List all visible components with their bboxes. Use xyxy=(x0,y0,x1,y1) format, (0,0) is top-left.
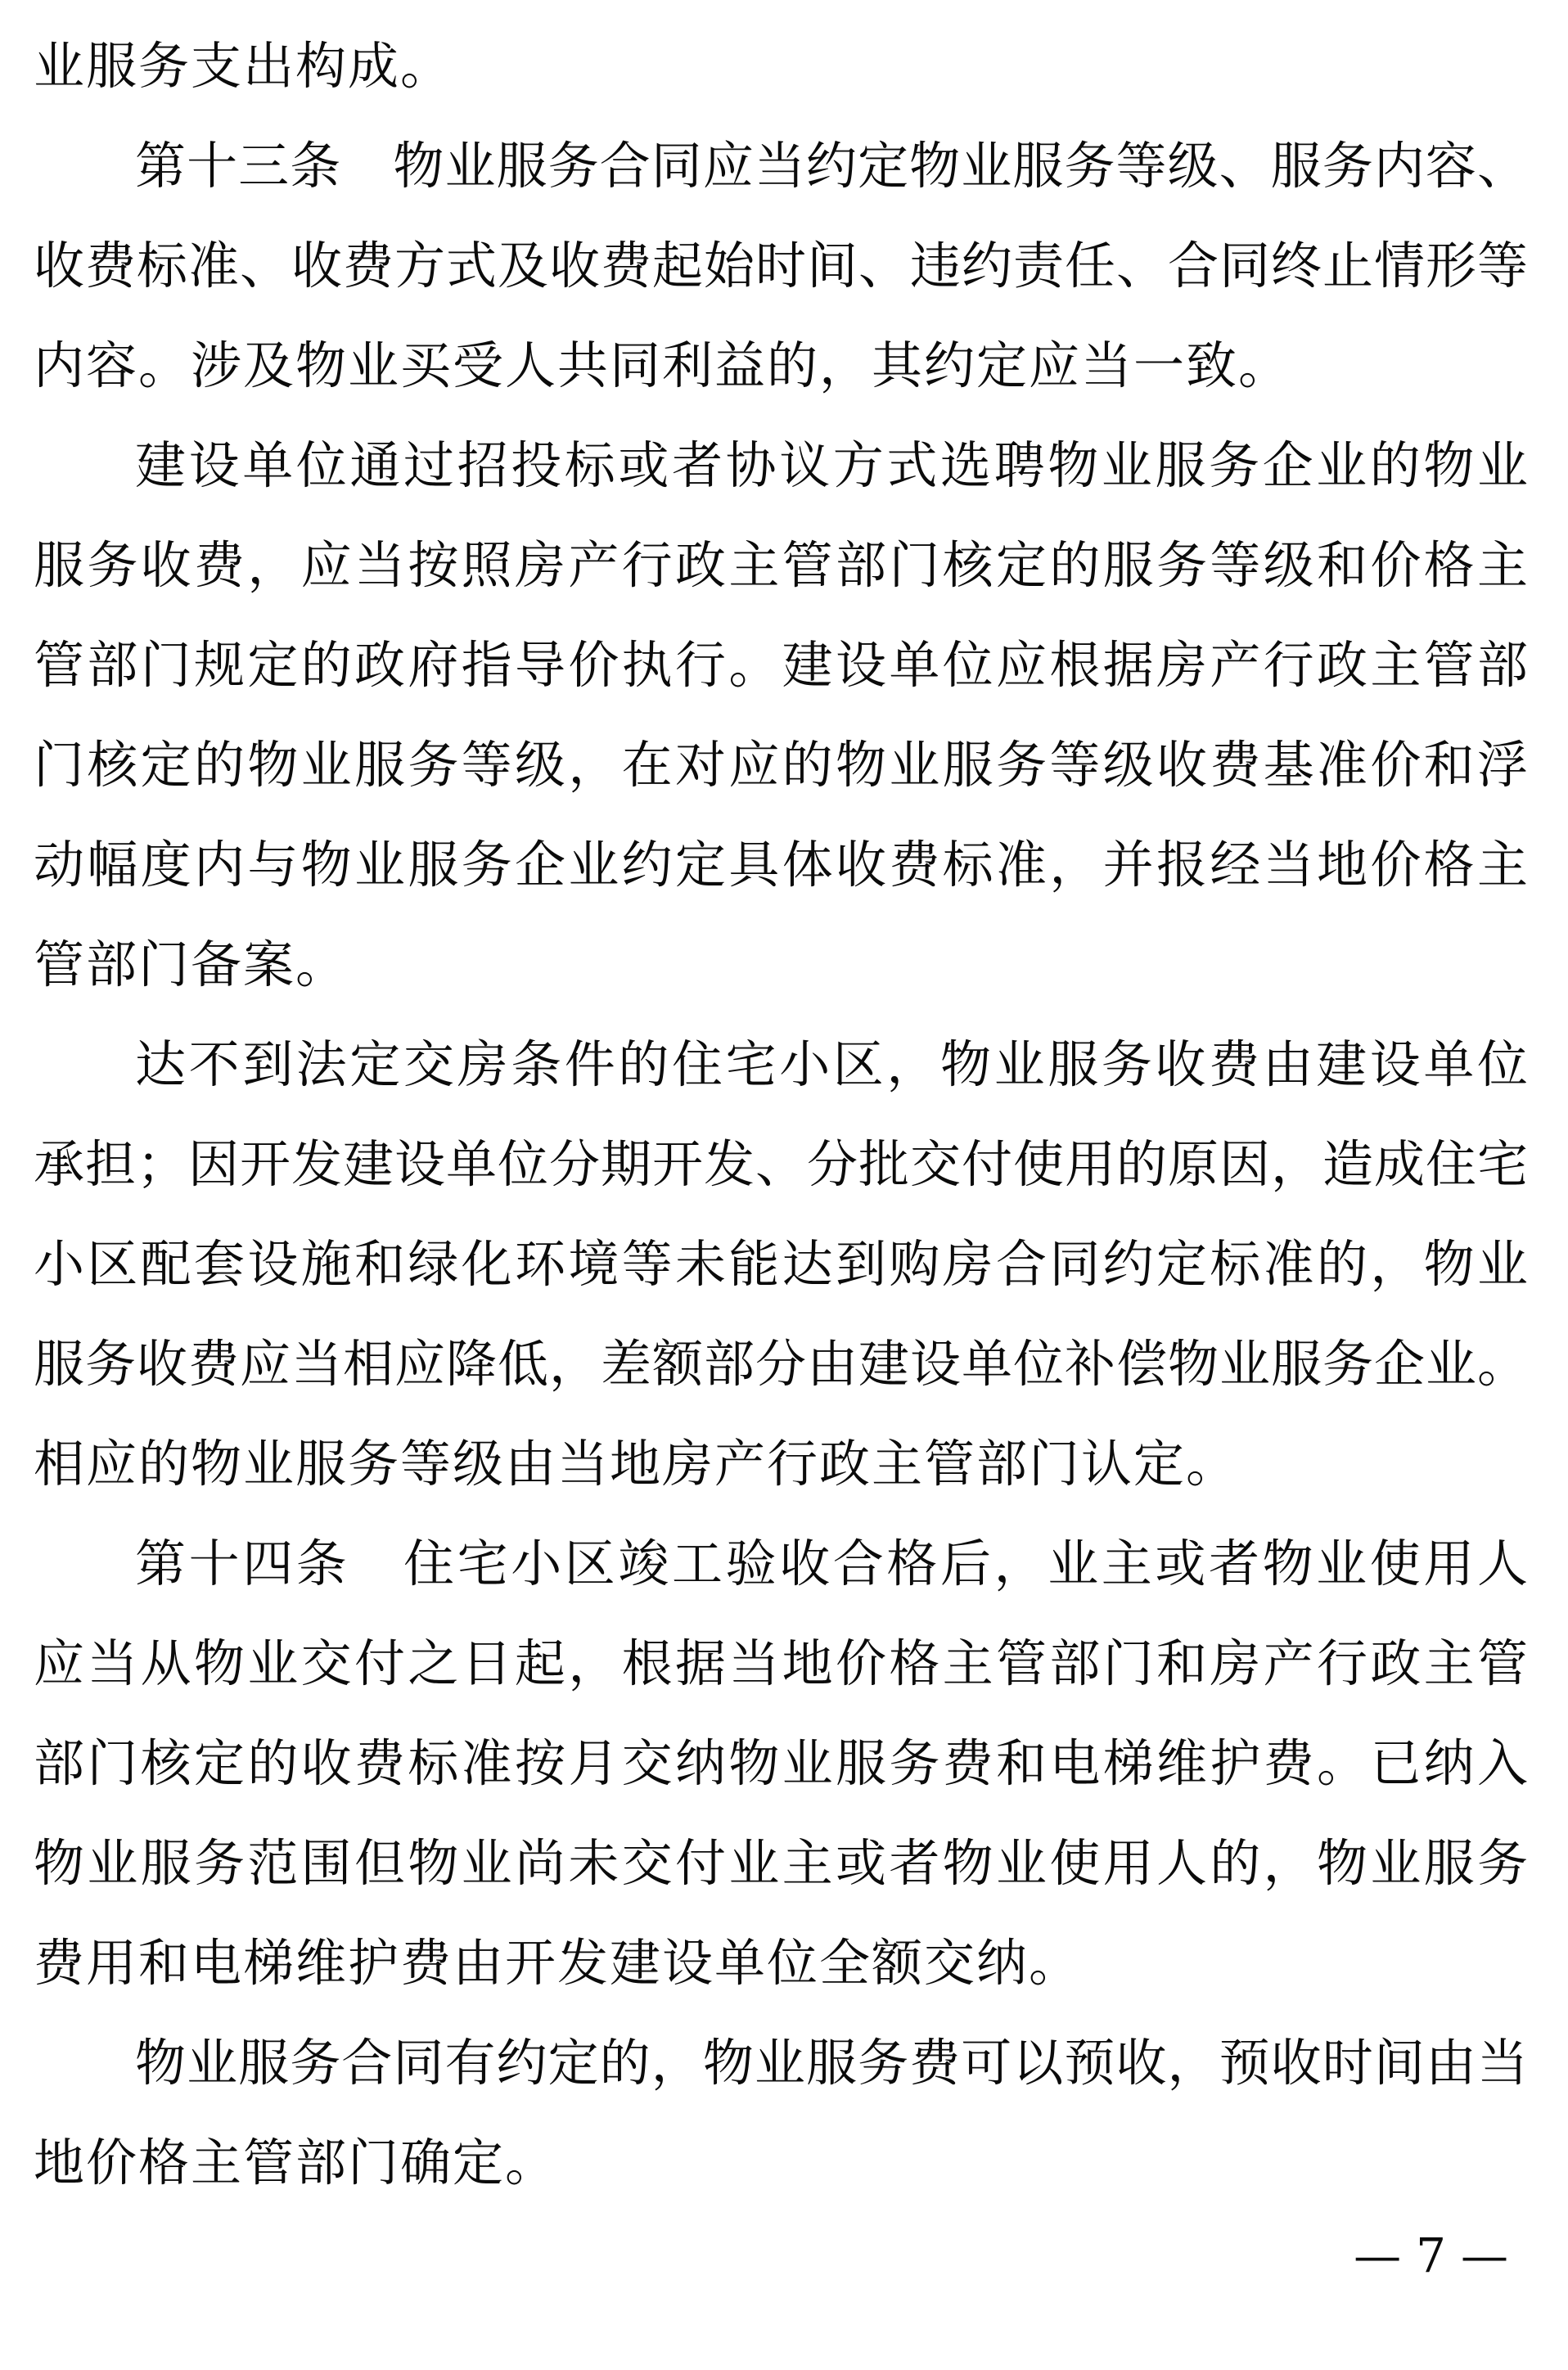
document-body xyxy=(34,16,1528,2213)
page-footer xyxy=(34,2223,1528,2288)
text-line: 门核定的物业服务等级，在对应的物业服务等级收费基准价和浮 xyxy=(34,735,1528,795)
text-line: 第十三条 物业服务合同应当约定物业服务等级、服务内容、 xyxy=(135,136,1528,196)
text-line: 物业服务合同有约定的，物业服务费可以预收，预收时间由当 xyxy=(135,2033,1528,2093)
text-line: 应当从物业交付之日起，根据当地价格主管部门和房产行政主管 xyxy=(34,1633,1528,1693)
text-line: 达不到法定交房条件的住宅小区，物业服务收费由建设单位 xyxy=(135,1034,1528,1094)
text-line: 收费标准、收费方式及收费起始时间、违约责任、合同终止情形等 xyxy=(34,236,1528,295)
text-line: 服务收费，应当按照房产行政主管部门核定的服务等级和价格主 xyxy=(34,535,1528,595)
text-line: 物业服务范围但物业尚未交付业主或者物业使用人的，物业服务 xyxy=(34,1833,1528,1893)
text-line: 业服务支出构成。 xyxy=(34,36,453,96)
text-line: 管部门备案。 xyxy=(34,935,349,994)
text-line: 管部门规定的政府指导价执行。建设单位应根据房产行政主管部 xyxy=(34,635,1528,695)
text-line: 第十四条 住宅小区竣工验收合格后，业主或者物业使用人 xyxy=(135,1534,1528,1593)
text-line: 小区配套设施和绿化环境等未能达到购房合同约定标准的，物业 xyxy=(34,1234,1528,1294)
text-line: 内容。涉及物业买受人共同利益的，其约定应当一致。 xyxy=(34,336,1291,395)
footer-dash-right: — xyxy=(1461,2228,1508,2283)
text-line: 动幅度内与物业服务企业约定具体收费标准，并报经当地价格主 xyxy=(34,835,1528,894)
text-line: 承担；因开发建设单位分期开发、分批交付使用的原因，造成住宅 xyxy=(34,1134,1528,1194)
text-line: 地价格主管部门确定。 xyxy=(34,2133,558,2192)
text-line: 费用和电梯维护费由开发建设单位全额交纳。 xyxy=(34,1933,1082,1993)
text-line: 部门核定的收费标准按月交纳物业服务费和电梯维护费。已纳入 xyxy=(34,1733,1528,1793)
text-line: 建设单位通过招投标或者协议方式选聘物业服务企业的物业 xyxy=(135,435,1528,495)
page-number: 7 xyxy=(1416,2228,1446,2283)
footer-dash-left: — xyxy=(1354,2228,1402,2283)
text-line: 服务收费应当相应降低，差额部分由建设单位补偿物业服务企业。 xyxy=(34,1334,1528,1394)
text-line: 相应的物业服务等级由当地房产行政主管部门认定。 xyxy=(34,1434,1239,1494)
